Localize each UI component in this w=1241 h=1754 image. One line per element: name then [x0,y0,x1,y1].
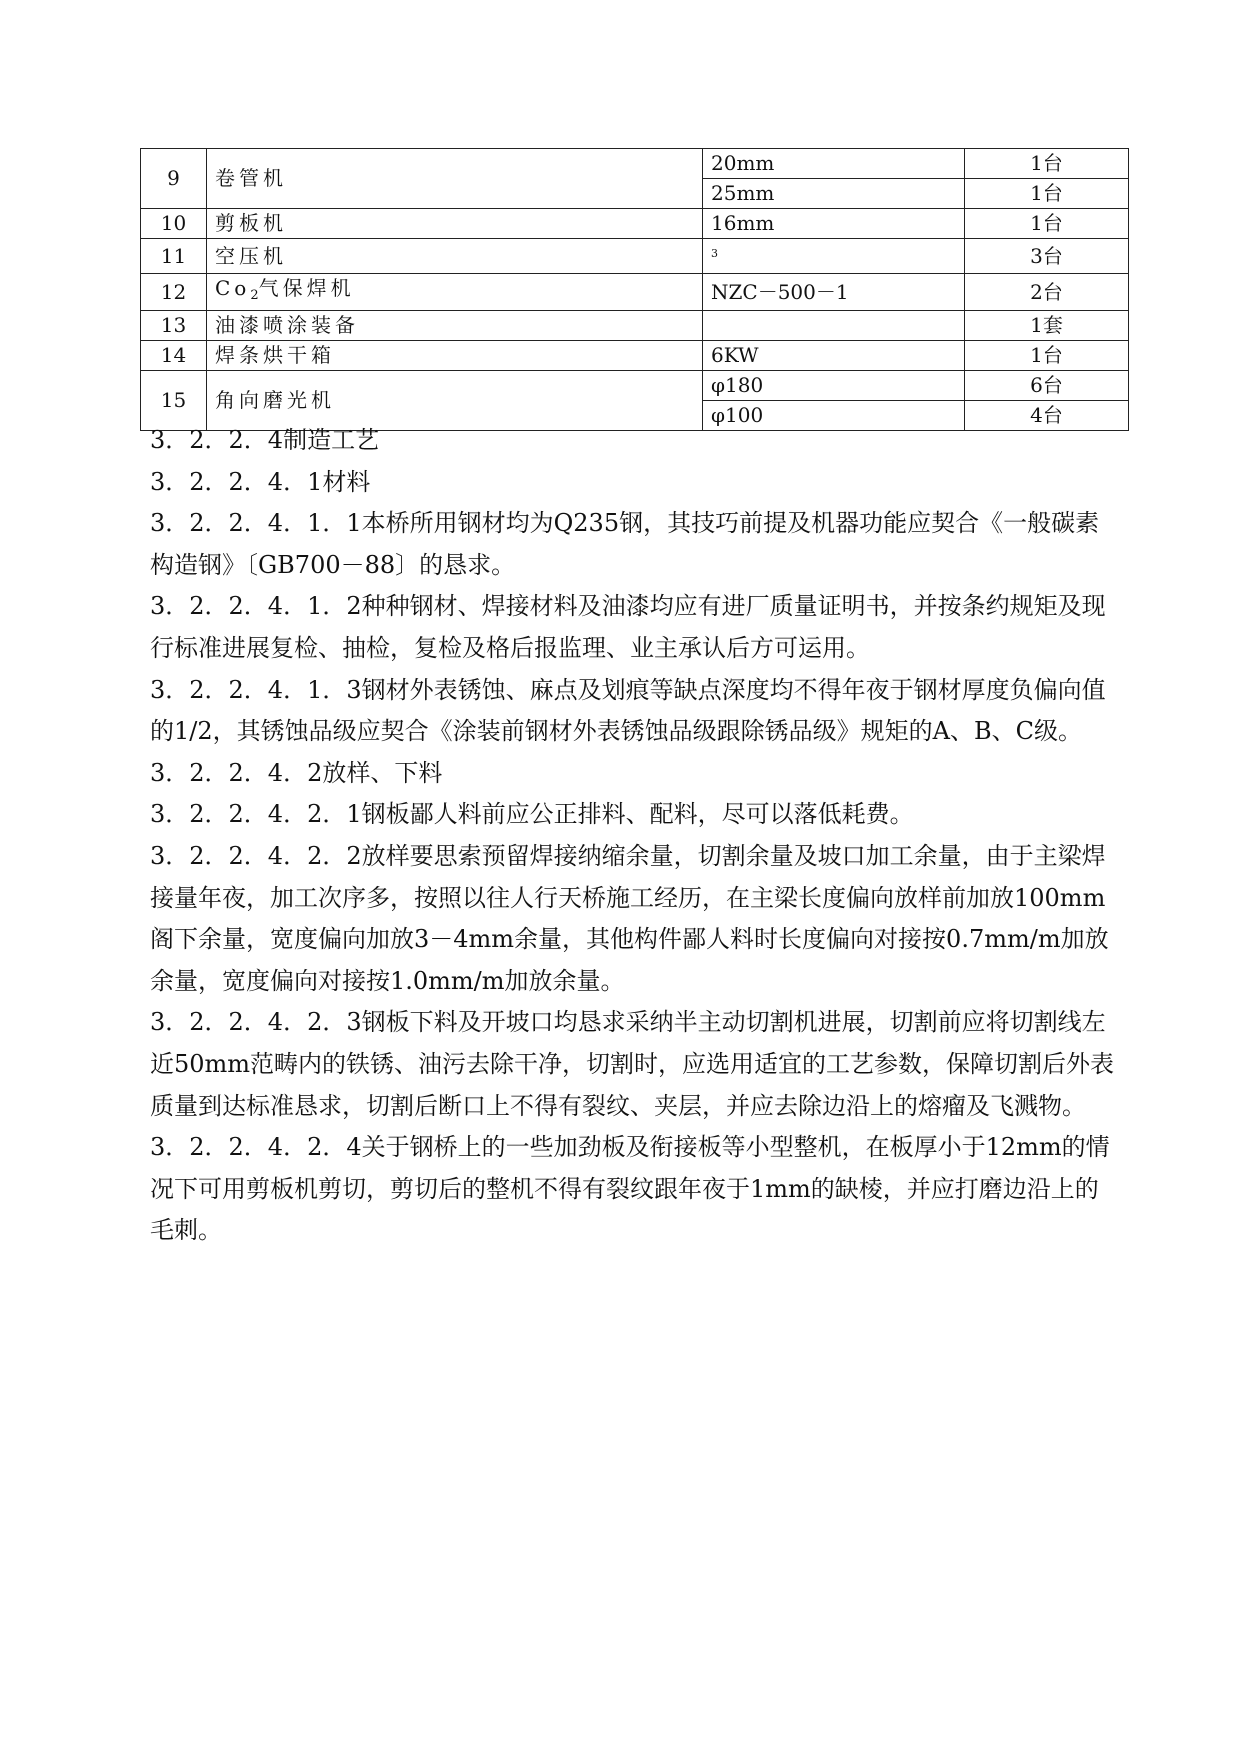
row-number: 14 [141,341,207,371]
equipment-quantity: 1台 [965,179,1129,209]
equipment-spec: 16mm [703,209,965,239]
subsection-heading: 3．2．2．4．2放样、下料 [150,758,443,787]
equipment-spec: φ100 [703,401,965,431]
row-number: 12 [141,274,207,311]
equipment-quantity: 3台 [965,239,1129,274]
row-number: 11 [141,239,207,274]
subsection-heading: 3．2．2．4．1材料 [150,467,371,496]
body-text [150,420,1115,1252]
equipment-name: 角向磨光机 [207,371,703,431]
spec-superscript: 3 [711,247,718,260]
table-row [141,341,1129,371]
equipment-quantity: 2台 [965,274,1129,311]
equipment-quantity: 4台 [965,401,1129,431]
equipment-name: 空压机 [207,239,703,274]
equipment-quantity: 1台 [965,149,1129,179]
equipment-quantity: 1台 [965,341,1129,371]
name-prefix: Co [215,276,251,300]
equipment-name: 剪板机 [207,209,703,239]
table-row [141,149,1129,179]
table-row [141,209,1129,239]
equipment-name [207,274,703,311]
paragraph: 3．2．2．4．2．1钢板鄙人料前应公正排料、配料，尽可以落低耗费。 [150,800,914,829]
equipment-quantity: 1台 [965,209,1129,239]
equipment-quantity: 1套 [965,311,1129,341]
section-heading: 3．2．2．4制造工艺 [150,426,380,454]
equipment-spec [703,239,965,274]
table-row [141,239,1129,274]
equipment-quantity: 6台 [965,371,1129,401]
equipment-name: 卷管机 [207,149,703,209]
row-number: 10 [141,209,207,239]
paragraph: 3．2．2．4．1．1本桥所用钢材均为Q235钢，其技巧前提及机器功能应契合《一般碳素构造钢》〔GB700－88〕的恳求。 [150,509,1100,579]
paragraph: 3．2．2．4．2．2放样要思索预留焊接纳缩余量，切割余量及坡口加工余量，由于主梁焊接量年夜，加工次序多，按照以往人行天桥施工经历，在主梁长度偏向放样前加放100mm阁下余量，宽度偏向加放3－4mm余量，其他构件鄙人料时长度偏向对接按0.7mm/m加放余量，宽度偏向对接按1.0mm/m加放余量。 [150,841,1109,995]
paragraph: 3．2．2．4．2．4关于钢桥上的一些加劲板及衔接板等小型整机，在板厚小于12mm的情况下可用剪板机剪切，剪切后的整机不得有裂纹跟年夜于1mm的缺棱，并应打磨边沿上的毛刺。 [150,1133,1110,1245]
equipment-spec: 25mm [703,179,965,209]
equipment-spec: 6KW [703,341,965,371]
paragraph: 3．2．2．4．1．2种种钢材、焊接材料及油漆均应有进厂质量证明书，并按条约规矩及现行标准进展复检、抽检，复检及格后报监理、业主承认后方可运用。 [150,592,1106,662]
equipment-spec: 20mm [703,149,965,179]
equipment-name: 焊条烘干箱 [207,341,703,371]
equipment-spec [703,311,965,341]
table-row [141,311,1129,341]
name-subscript: 2 [250,288,259,303]
equipment-spec: φ180 [703,371,965,401]
row-number: 15 [141,371,207,431]
paragraph: 3．2．2．4．2．3钢板下料及开坡口均恳求采纳半主动切割机进展，切割前应将切割线左近50mm范畴内的铁锈、油污去除干净，切割时，应选用适宜的工艺参数，保障切割后外表质量到达标准恳求，切割后断口上不得有裂纹、夹层，并应去除边沿上的熔瘤及飞溅物。 [150,1008,1115,1120]
table-row [141,371,1129,401]
equipment-table [140,148,1129,431]
row-number: 13 [141,311,207,341]
row-number: 9 [141,149,207,209]
table-row [141,274,1129,311]
paragraph: 3．2．2．4．1．3钢材外表锈蚀、麻点及划痕等缺点深度均不得年夜于钢材厚度负偏向值的1/2，其锈蚀品级应契合《涂装前钢材外表锈蚀品级跟除锈品级》规矩的A、B、C级。 [150,675,1106,746]
equipment-spec: NZC－500－1 [703,274,965,311]
name-suffix: 气保焊机 [258,276,355,300]
equipment-name: 油漆喷涂装备 [207,311,703,341]
